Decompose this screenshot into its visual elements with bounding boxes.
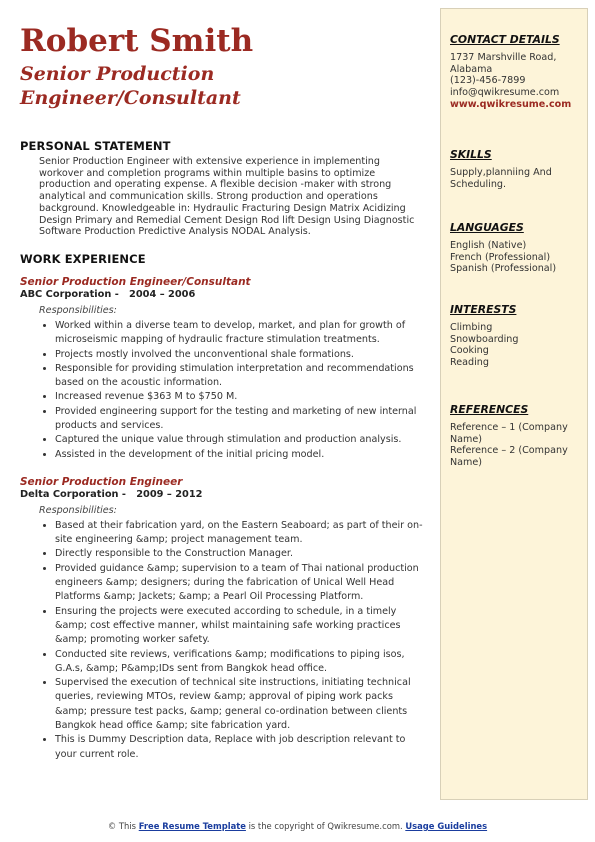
list-item: Reading <box>450 357 489 369</box>
contact-heading: CONTACT DETAILS <box>450 33 560 46</box>
contact-phone: (123)-456-7899 <box>450 75 526 87</box>
responsibilities-label: Responsibilities: <box>39 304 117 316</box>
list-item: • Conducted site reviews, verifications &amp; modifications to piping isos, G.A.s, &amp; P&amp;IDs sent from Bangkok head office. <box>55 648 425 677</box>
list-item: • Assisted in the development of the initial pricing model. <box>55 448 425 462</box>
list-item: French (Professional) <box>450 251 551 263</box>
skills-text: Supply,planniing And Scheduling. <box>450 167 552 190</box>
list-item: • This is Dummy Description data, Replace with job description relevant to your current role. <box>55 733 425 762</box>
languages-heading: LANGUAGES <box>450 221 524 234</box>
candidate-title: Senior Production Engineer/Consultant <box>20 63 241 109</box>
list-item: • Increased revenue $363 M to $750 M. <box>55 390 425 404</box>
languages-section <box>450 221 580 275</box>
responsibility-list <box>20 319 425 462</box>
list-item: • Responsible for providing stimulation interpretation and recommendations based on the acoustic information. <box>55 362 425 391</box>
contact-section <box>450 33 580 111</box>
usage-guidelines-link[interactable]: Usage Guidelines <box>405 821 488 831</box>
job-entry <box>20 276 425 462</box>
list-item: English (Native) <box>450 240 527 251</box>
list-item: • Directly responsible to the Construction Manager. <box>55 547 425 561</box>
list-item: • Based at their fabrication yard, on the Eastern Seaboard; as part of their on-site engineering &amp; project management team. <box>55 519 425 548</box>
list-item: • Provided engineering support for the testing and marketing of new internal products and services. <box>55 405 425 434</box>
candidate-name: Robert Smith <box>20 23 254 59</box>
job-title: Senior Production Engineer <box>20 475 183 488</box>
contact-address-line1: 1737 Marshville Road, <box>450 52 557 63</box>
list-item: • Worked within a diverse team to develop, market, and plan for growth of microseismic mapping of hydraulic fracture stimulation treatments. <box>55 319 425 348</box>
interests-section <box>450 303 580 369</box>
list-item: Spanish (Professional) <box>450 263 557 275</box>
job-title: Senior Production Engineer/Consultant <box>20 275 251 288</box>
references-section <box>450 403 580 469</box>
list-item: • Projects mostly involved the unconventional shale formations. <box>55 348 425 362</box>
main-column <box>20 22 425 762</box>
contact-email[interactable]: info@qwikresume.com <box>450 87 560 99</box>
skills-section <box>450 148 580 190</box>
list-item: Snowboarding <box>450 333 519 345</box>
job-company: ABC Corporation - 2004 – 2006 <box>20 288 196 300</box>
free-resume-template-link[interactable]: Free Resume Template <box>138 821 246 831</box>
contact-address-line2: Alabama <box>450 63 493 75</box>
sidebar <box>440 8 588 800</box>
contact-website-link[interactable]: www.qwikresume.com <box>450 98 572 110</box>
list-item: Reference – 1 (Company Name) <box>450 422 568 445</box>
personal-statement-text: Senior Production Engineer with extensive experience in implementing workover and completion programs within multiple basins to optimize production and operating expense. A flexible decision -maker with strong analytical and communication skills. Strong production and operations background. Knowledgeable in: Hydraulic Fracturing Design Matrix Acidizing Design Primary and Remedial Cement Design Rod lift Design Using Diagnostic Software Production Predictive Analysis NODAL Analysis. <box>39 156 415 238</box>
responsibilities-label: Responsibilities: <box>39 504 117 516</box>
job-company: Delta Corporation - 2009 – 2012 <box>20 488 203 500</box>
list-item: • Captured the unique value through stimulation and production analysis. <box>55 433 425 447</box>
interests-heading: INTERESTS <box>450 303 517 316</box>
work-experience-heading: WORK EXPERIENCE <box>20 251 146 266</box>
list-item: • Provided guidance &amp; supervision to a team of Thai national production engineers &amp; designers; during the fabrication of Unical Well Head Platforms &amp; Jackets; &amp; a Pearl Oil Processing Platform. <box>55 562 425 605</box>
list-item: • Ensuring the projects were executed according to schedule, in a timely &amp; cost effective manner, whilst maintaining safe working practices &amp; promoting worker safety. <box>55 605 425 648</box>
references-heading: REFERENCES <box>450 403 529 416</box>
list-item: Reference – 2 (Company Name) <box>450 445 568 469</box>
footer-prefix: © This <box>107 821 139 831</box>
responsibility-list <box>20 519 425 762</box>
footer-copyright-text: is the copyright of Qwikresume.com. <box>245 821 406 831</box>
footer <box>0 821 595 831</box>
list-item: Climbing <box>450 322 493 333</box>
personal-statement-heading: PERSONAL STATEMENT <box>20 139 171 153</box>
list-item: • Supervised the execution of technical site instructions, initiating technical queries, reviewing MTOs, review &amp; approval of piping work packs &amp; pressure test packs, &amp; general co-ordination between clients Bangkok head office &amp; site fabrication yard. <box>55 676 425 733</box>
skills-heading: SKILLS <box>450 148 492 161</box>
list-item: Cooking <box>450 345 489 357</box>
job-entry <box>20 476 425 762</box>
